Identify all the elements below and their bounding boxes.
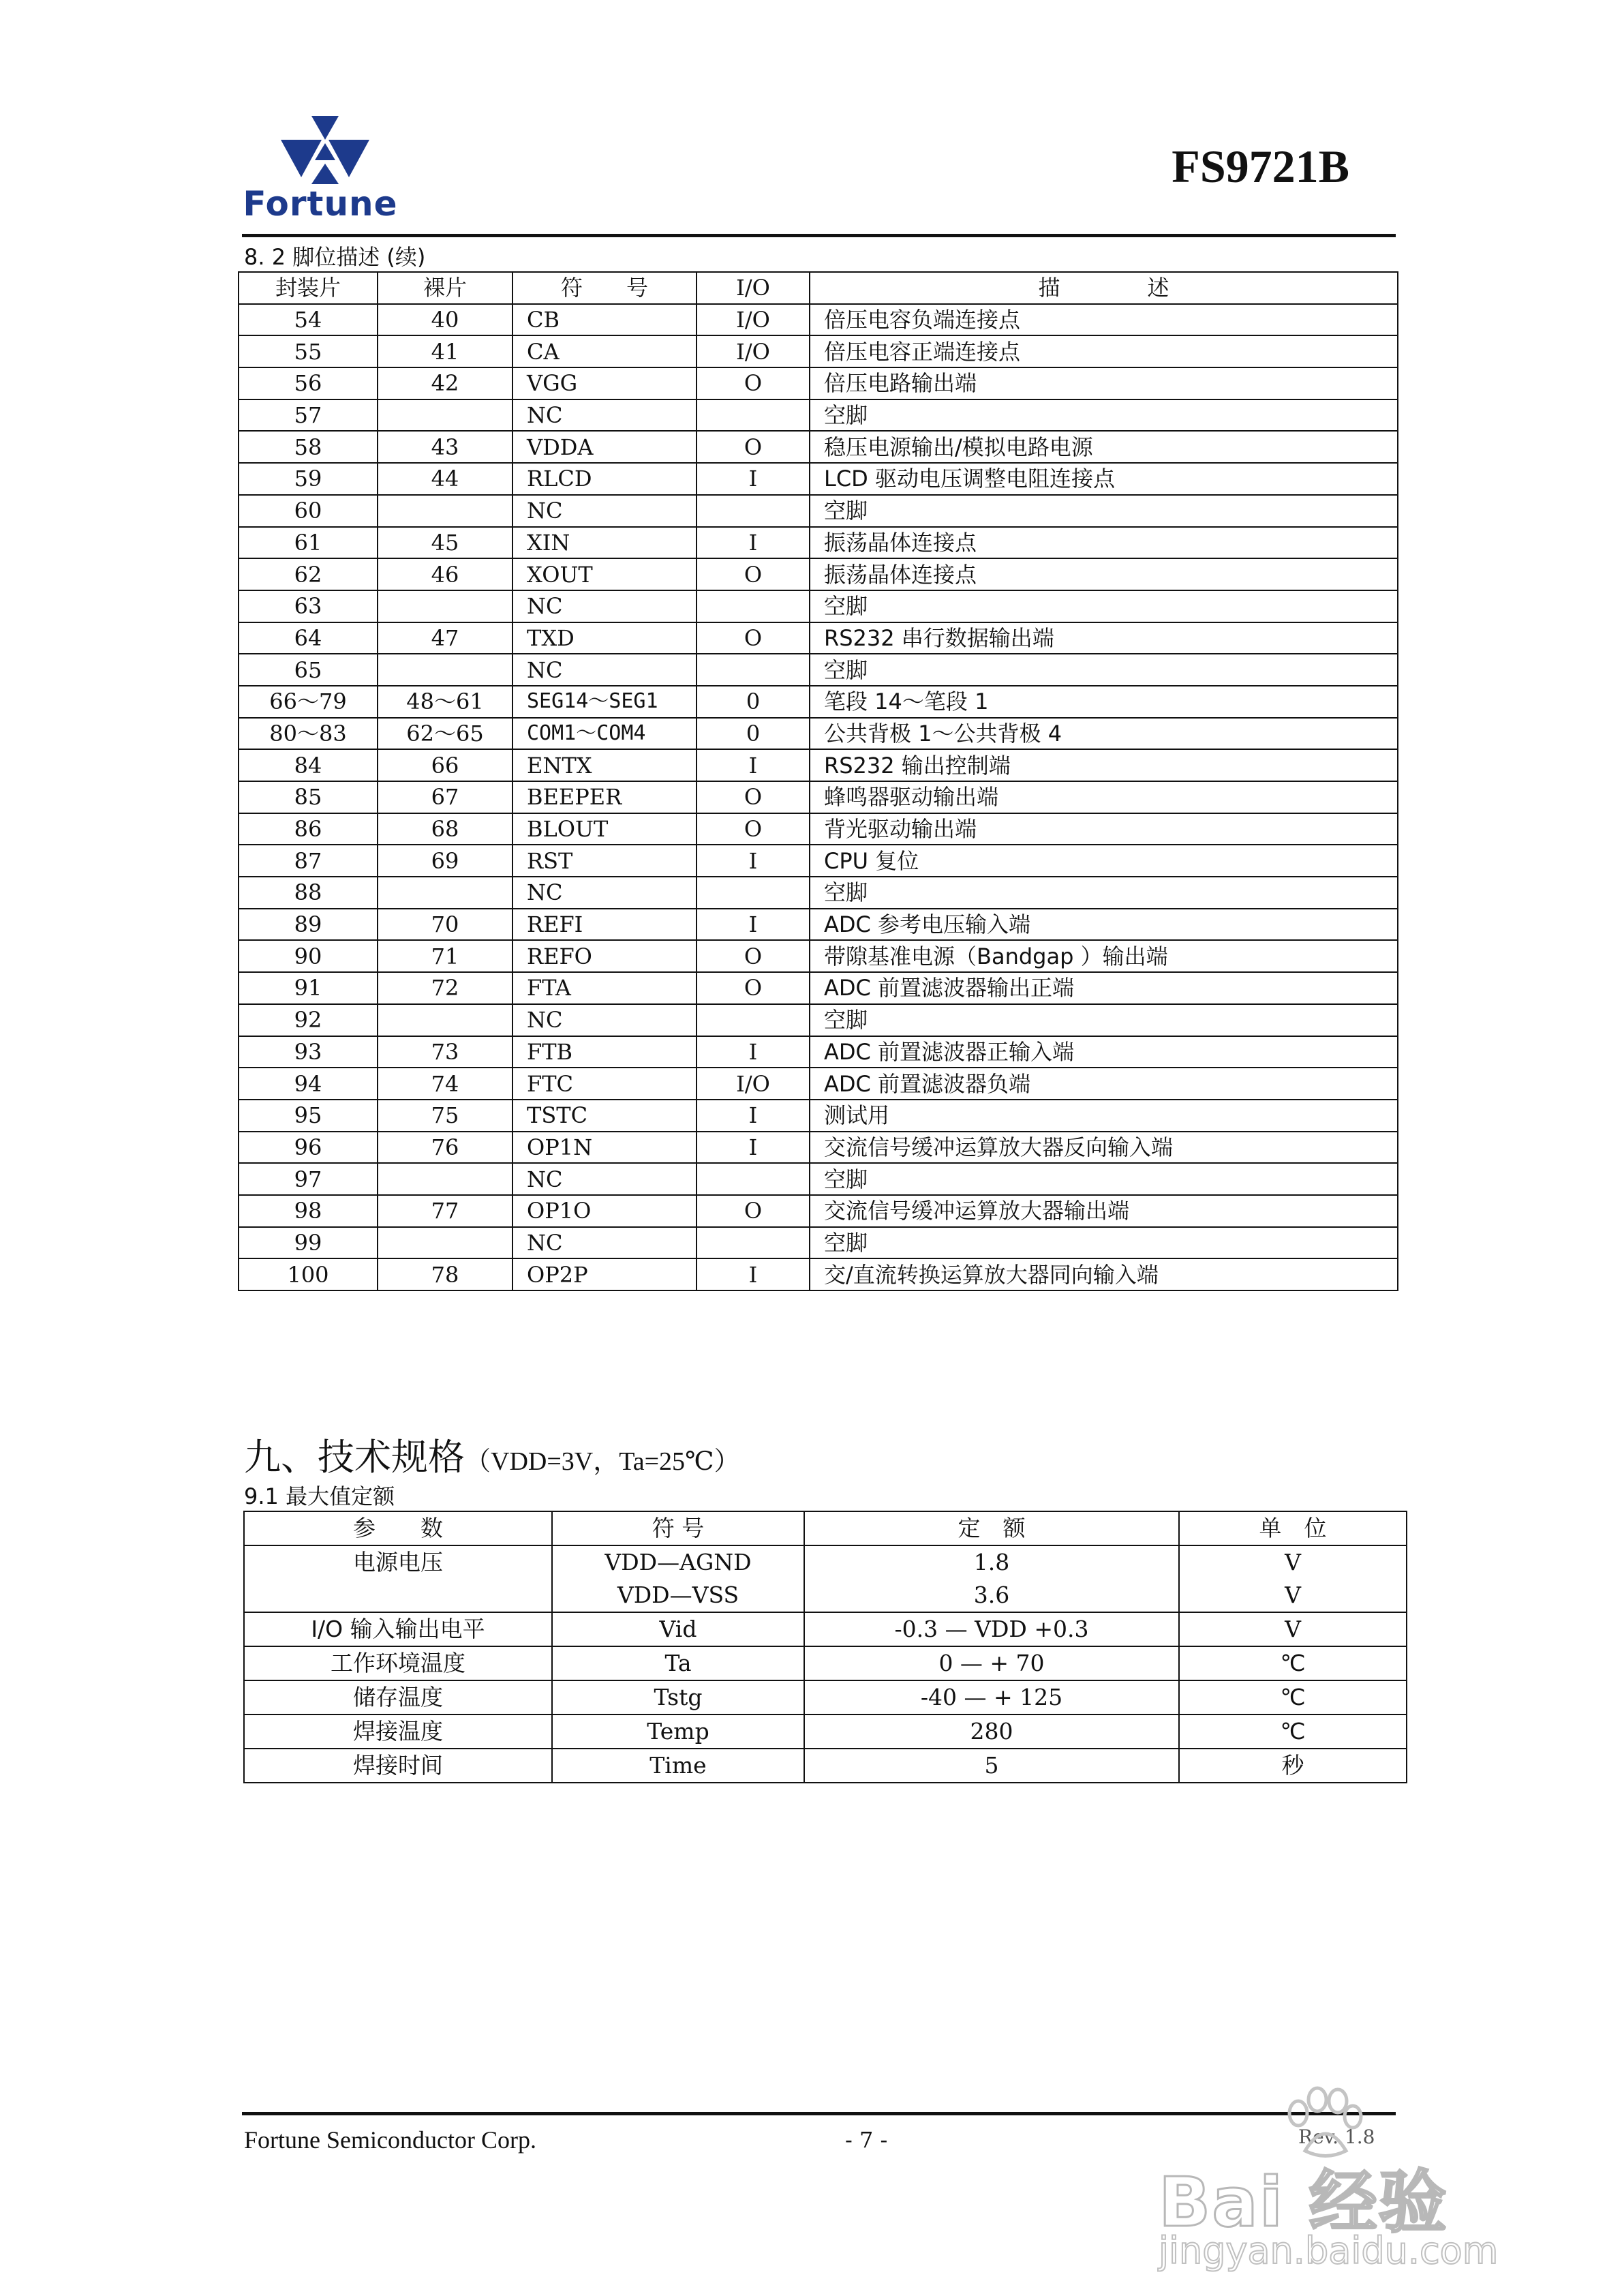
cell-io: I <box>697 1132 810 1164</box>
cell-parameter: 电源电压 <box>244 1545 552 1579</box>
cell-description: 倍压电容正端连接点 <box>810 335 1398 367</box>
table-row <box>239 1195 1398 1227</box>
cell-io <box>697 1004 810 1036</box>
cell-package-pin: 90 <box>239 940 378 972</box>
cell-description: CPU 复位 <box>810 845 1398 877</box>
table-row <box>239 1258 1398 1290</box>
cell-io <box>697 495 810 527</box>
col-header-unit: 单 位 <box>1179 1511 1407 1545</box>
cell-description: 倍压电容负端连接点 <box>810 304 1398 336</box>
cell-description: 蜂鸣器驱动输出端 <box>810 781 1398 813</box>
cell-io: 0 <box>697 718 810 750</box>
table-row <box>239 1068 1398 1100</box>
cell-description: 交/直流转换运算放大器同向输入端 <box>810 1258 1398 1290</box>
cell-package-pin: 87 <box>239 845 378 877</box>
table-row <box>239 527 1398 559</box>
cell-symbol: REFI <box>512 909 697 941</box>
cell-die-pin <box>378 399 512 432</box>
table-row <box>239 781 1398 813</box>
table-row <box>239 1227 1398 1259</box>
cell-description: 交流信号缓冲运算放大器反向输入端 <box>810 1132 1398 1164</box>
page-number: - 7 - <box>845 2127 888 2153</box>
baidu-watermark <box>1159 2086 1567 2277</box>
cell-symbol: Ta <box>552 1646 804 1680</box>
cell-package-pin: 97 <box>239 1163 378 1195</box>
table-row <box>239 972 1398 1004</box>
cell-io: O <box>697 813 810 845</box>
cell-symbol: FTA <box>512 972 697 1004</box>
table-row <box>239 367 1398 399</box>
cell-symbol: OP1O <box>512 1195 697 1227</box>
col-header-package: 封装片 <box>239 272 378 304</box>
cell-rating: -40 — + 125 <box>804 1680 1179 1715</box>
logo-triangles-icon <box>257 112 393 187</box>
cell-symbol: NC <box>512 399 697 432</box>
cell-die-pin: 77 <box>378 1195 512 1227</box>
table-row <box>239 431 1398 463</box>
table-row <box>244 1612 1407 1646</box>
table-row <box>244 1749 1407 1783</box>
cell-symbol: SEG14～SEG1 <box>512 686 697 718</box>
cell-description: 交流信号缓冲运算放大器输出端 <box>810 1195 1398 1227</box>
cell-description: ADC 前置滤波器负端 <box>810 1068 1398 1100</box>
table-header-row <box>239 272 1398 304</box>
cell-io <box>697 1227 810 1259</box>
cell-io: I/O <box>697 304 810 336</box>
cell-rating: 5 <box>804 1749 1179 1783</box>
cell-description: 空脚 <box>810 399 1398 432</box>
cell-io: O <box>697 367 810 399</box>
table-row <box>239 909 1398 941</box>
table-row <box>239 813 1398 845</box>
cell-die-pin: 41 <box>378 335 512 367</box>
table-row <box>239 686 1398 718</box>
cell-package-pin: 80～83 <box>239 718 378 750</box>
cell-symbol: OP1N <box>512 1132 697 1164</box>
table-row <box>239 718 1398 750</box>
cell-die-pin <box>378 1163 512 1195</box>
company-logo <box>242 112 399 228</box>
cell-io: O <box>697 622 810 654</box>
cell-description: RS232 串行数据输出端 <box>810 622 1398 654</box>
cell-package-pin: 86 <box>239 813 378 845</box>
cell-io: 0 <box>697 686 810 718</box>
cell-die-pin: 47 <box>378 622 512 654</box>
cell-description: 公共背极 1～公共背极 4 <box>810 718 1398 750</box>
cell-symbol: RST <box>512 845 697 877</box>
logo-text: Fortune <box>243 184 398 224</box>
cell-die-pin: 66 <box>378 749 512 781</box>
cell-description: ADC 前置滤波器输出正端 <box>810 972 1398 1004</box>
cell-symbol: NC <box>512 495 697 527</box>
watermark-url: jingyan.baidu.com <box>1159 2229 1499 2272</box>
cell-die-pin: 69 <box>378 845 512 877</box>
cell-die-pin <box>378 877 512 909</box>
cell-die-pin: 73 <box>378 1036 512 1068</box>
table-row <box>239 463 1398 495</box>
table-row <box>239 1163 1398 1195</box>
cell-package-pin: 56 <box>239 367 378 399</box>
table-row <box>244 1715 1407 1749</box>
cell-symbol: CA <box>512 335 697 367</box>
cell-package-pin: 93 <box>239 1036 378 1068</box>
cell-package-pin: 62 <box>239 558 378 590</box>
cell-parameter: I/O 输入输出电平 <box>244 1612 552 1646</box>
cell-die-pin: 45 <box>378 527 512 559</box>
pin-description-table <box>238 271 1398 1291</box>
cell-rating: -0.3 — VDD +0.3 <box>804 1612 1179 1646</box>
cell-package-pin: 99 <box>239 1227 378 1259</box>
table-row <box>239 1100 1398 1132</box>
cell-die-pin: 43 <box>378 431 512 463</box>
table-row <box>239 558 1398 590</box>
cell-die-pin <box>378 590 512 622</box>
cell-rating: 1.8 <box>804 1545 1179 1579</box>
cell-symbol: OP2P <box>512 1258 697 1290</box>
cell-description: 带隙基准电源（Bandgap ）输出端 <box>810 940 1398 972</box>
cell-package-pin: 57 <box>239 399 378 432</box>
table-row <box>239 1132 1398 1164</box>
cell-symbol: TXD <box>512 622 697 654</box>
col-header-die: 裸片 <box>378 272 512 304</box>
cell-symbol: REFO <box>512 940 697 972</box>
table-row <box>244 1579 1407 1612</box>
cell-io: I <box>697 1036 810 1068</box>
cell-die-pin: 42 <box>378 367 512 399</box>
cell-io: O <box>697 940 810 972</box>
cell-die-pin: 68 <box>378 813 512 845</box>
cell-die-pin: 71 <box>378 940 512 972</box>
cell-description: 空脚 <box>810 1163 1398 1195</box>
cell-die-pin <box>378 654 512 686</box>
cell-description: 空脚 <box>810 654 1398 686</box>
cell-symbol: COM1～COM4 <box>512 718 697 750</box>
cell-symbol: NC <box>512 1227 697 1259</box>
document-title: FS9721B <box>1172 140 1349 192</box>
cell-description: 空脚 <box>810 877 1398 909</box>
cell-io: I/O <box>697 335 810 367</box>
cell-symbol: XOUT <box>512 558 697 590</box>
cell-description: 稳压电源输出/模拟电路电源 <box>810 431 1398 463</box>
cell-io <box>697 877 810 909</box>
col-header-description: 描 述 <box>810 272 1398 304</box>
cell-symbol: NC <box>512 590 697 622</box>
spec-title-text: 九、技术规格 <box>244 1436 465 1479</box>
cell-unit: 秒 <box>1179 1749 1407 1783</box>
table-row <box>239 1036 1398 1068</box>
cell-io: I <box>697 527 810 559</box>
cell-description: 空脚 <box>810 1227 1398 1259</box>
cell-symbol: FTB <box>512 1036 697 1068</box>
cell-package-pin: 98 <box>239 1195 378 1227</box>
cell-package-pin: 96 <box>239 1132 378 1164</box>
cell-die-pin: 76 <box>378 1132 512 1164</box>
cell-unit: ℃ <box>1179 1715 1407 1749</box>
cell-package-pin: 59 <box>239 463 378 495</box>
cell-description: 空脚 <box>810 1004 1398 1036</box>
cell-die-pin: 70 <box>378 909 512 941</box>
cell-symbol: ENTX <box>512 749 697 781</box>
cell-die-pin: 67 <box>378 781 512 813</box>
col-header-io: I/O <box>697 272 810 304</box>
cell-package-pin: 85 <box>239 781 378 813</box>
col-header-symbol: 符 号 <box>512 272 697 304</box>
cell-symbol: RLCD <box>512 463 697 495</box>
table-row <box>239 304 1398 336</box>
cell-unit: ℃ <box>1179 1646 1407 1680</box>
cell-symbol: VGG <box>512 367 697 399</box>
max-rating-title: 9.1 最大值定额 <box>244 1483 395 1509</box>
cell-io: O <box>697 1195 810 1227</box>
cell-io <box>697 399 810 432</box>
cell-die-pin <box>378 1227 512 1259</box>
revision-label: Rev. 1.8 <box>1298 2126 1375 2148</box>
cell-io: I/O <box>697 1068 810 1100</box>
cell-symbol: XIN <box>512 527 697 559</box>
cell-symbol: NC <box>512 1004 697 1036</box>
cell-package-pin: 65 <box>239 654 378 686</box>
cell-rating: 280 <box>804 1715 1179 1749</box>
cell-die-pin: 44 <box>378 463 512 495</box>
cell-io <box>697 590 810 622</box>
cell-symbol: FTC <box>512 1068 697 1100</box>
cell-package-pin: 64 <box>239 622 378 654</box>
col-header-rating: 定 额 <box>804 1511 1179 1545</box>
table-row <box>239 877 1398 909</box>
table-row <box>244 1680 1407 1715</box>
cell-description: LCD 驱动电压调整电阻连接点 <box>810 463 1398 495</box>
cell-unit: ℃ <box>1179 1680 1407 1715</box>
cell-parameter: 储存温度 <box>244 1680 552 1715</box>
cell-description: 振荡晶体连接点 <box>810 558 1398 590</box>
header-rule <box>242 234 1396 237</box>
cell-die-pin: 46 <box>378 558 512 590</box>
cell-package-pin: 100 <box>239 1258 378 1290</box>
cell-die-pin <box>378 1004 512 1036</box>
cell-unit: V <box>1179 1612 1407 1646</box>
pin-section-title: 8. 2 脚位描述 (续) <box>244 244 426 270</box>
cell-io: I <box>697 845 810 877</box>
cell-package-pin: 63 <box>239 590 378 622</box>
cell-symbol: Tstg <box>552 1680 804 1715</box>
table-row <box>239 845 1398 877</box>
cell-die-pin <box>378 495 512 527</box>
cell-die-pin: 78 <box>378 1258 512 1290</box>
cell-description: 测试用 <box>810 1100 1398 1132</box>
cell-package-pin: 94 <box>239 1068 378 1100</box>
spec-section-title <box>244 1428 740 1481</box>
cell-description: 振荡晶体连接点 <box>810 527 1398 559</box>
max-rating-table <box>243 1511 1407 1783</box>
table-row <box>239 1004 1398 1036</box>
cell-symbol: Temp <box>552 1715 804 1749</box>
cell-package-pin: 84 <box>239 749 378 781</box>
cell-io: O <box>697 558 810 590</box>
cell-symbol: VDD—VSS <box>552 1579 804 1612</box>
cell-die-pin: 40 <box>378 304 512 336</box>
cell-package-pin: 61 <box>239 527 378 559</box>
cell-die-pin: 75 <box>378 1100 512 1132</box>
col-header-symbol: 符 号 <box>552 1511 804 1545</box>
table-row <box>239 495 1398 527</box>
cell-symbol: NC <box>512 654 697 686</box>
cell-io: I <box>697 463 810 495</box>
table-row <box>239 749 1398 781</box>
cell-die-pin: 72 <box>378 972 512 1004</box>
cell-io: I <box>697 1100 810 1132</box>
cell-description: 空脚 <box>810 590 1398 622</box>
cell-symbol: TSTC <box>512 1100 697 1132</box>
cell-package-pin: 60 <box>239 495 378 527</box>
cell-io: O <box>697 431 810 463</box>
cell-io: I <box>697 749 810 781</box>
cell-unit: V <box>1179 1579 1407 1612</box>
table-row <box>239 399 1398 432</box>
cell-rating: 0 — + 70 <box>804 1646 1179 1680</box>
cell-io: O <box>697 781 810 813</box>
cell-io: I <box>697 909 810 941</box>
cell-symbol: CB <box>512 304 697 336</box>
cell-description: 笔段 14～笔段 1 <box>810 686 1398 718</box>
cell-symbol: Vid <box>552 1612 804 1646</box>
cell-description: 背光驱动输出端 <box>810 813 1398 845</box>
cell-rating: 3.6 <box>804 1579 1179 1612</box>
cell-io: O <box>697 972 810 1004</box>
table-row <box>239 590 1398 622</box>
table-row <box>244 1545 1407 1579</box>
cell-package-pin: 54 <box>239 304 378 336</box>
cell-io <box>697 1163 810 1195</box>
cell-symbol: NC <box>512 877 697 909</box>
cell-io <box>697 654 810 686</box>
table-header-row <box>244 1511 1407 1545</box>
cell-package-pin: 91 <box>239 972 378 1004</box>
cell-symbol: VDD—AGND <box>552 1545 804 1579</box>
table-row <box>244 1646 1407 1680</box>
cell-io: I <box>697 1258 810 1290</box>
col-header-parameter: 参 数 <box>244 1511 552 1545</box>
cell-parameter: 工作环境温度 <box>244 1646 552 1680</box>
cell-parameter: 焊接时间 <box>244 1749 552 1783</box>
cell-package-pin: 92 <box>239 1004 378 1036</box>
cell-description: 空脚 <box>810 495 1398 527</box>
cell-symbol: VDDA <box>512 431 697 463</box>
watermark-brand: Bai 经验 <box>1159 2162 1448 2242</box>
cell-description: ADC 前置滤波器正输入端 <box>810 1036 1398 1068</box>
cell-description: ADC 参考电压输入端 <box>810 909 1398 941</box>
table-row <box>239 622 1398 654</box>
cell-package-pin: 66～79 <box>239 686 378 718</box>
cell-die-pin: 48～61 <box>378 686 512 718</box>
cell-package-pin: 89 <box>239 909 378 941</box>
cell-package-pin: 55 <box>239 335 378 367</box>
cell-package-pin: 58 <box>239 431 378 463</box>
cell-die-pin: 74 <box>378 1068 512 1100</box>
cell-symbol: BEEPER <box>512 781 697 813</box>
spec-subtitle-text: （VDD=3V，Ta=25℃） <box>465 1447 740 1476</box>
table-row <box>239 335 1398 367</box>
cell-parameter: 焊接温度 <box>244 1715 552 1749</box>
cell-unit: V <box>1179 1545 1407 1579</box>
cell-symbol: BLOUT <box>512 813 697 845</box>
cell-symbol: Time <box>552 1749 804 1783</box>
cell-parameter <box>244 1579 552 1612</box>
table-row <box>239 654 1398 686</box>
cell-symbol: NC <box>512 1163 697 1195</box>
table-row <box>239 940 1398 972</box>
cell-die-pin: 62～65 <box>378 718 512 750</box>
cell-description: RS232 输出控制端 <box>810 749 1398 781</box>
cell-package-pin: 88 <box>239 877 378 909</box>
cell-description: 倍压电路输出端 <box>810 367 1398 399</box>
cell-package-pin: 95 <box>239 1100 378 1132</box>
footer-company: Fortune Semiconductor Corp. <box>244 2126 536 2154</box>
